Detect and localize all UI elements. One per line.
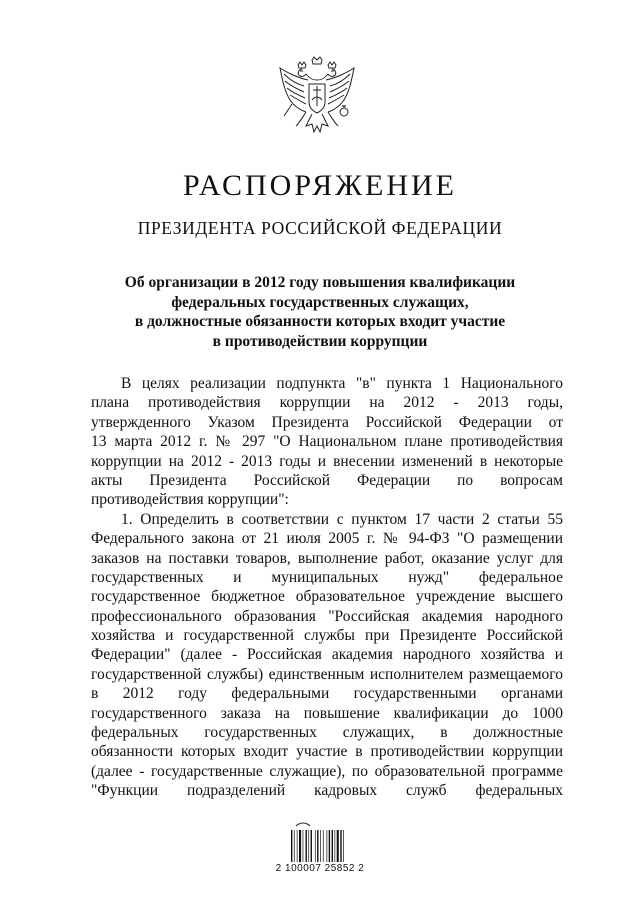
barcode-bar	[306, 830, 307, 862]
body-line: профессионального образования "Российская академия народного	[91, 607, 563, 625]
document-body	[91, 374, 563, 801]
document-issuer-heading: ПРЕЗИДЕНТА РОССИЙСКОЙ ФЕДЕРАЦИИ	[137, 218, 503, 238]
barcode-bar	[323, 830, 324, 862]
barcode-bar	[294, 830, 295, 862]
body-line: государственное бюджетное образовательное учреждение высшего	[91, 588, 563, 606]
barcode-bar	[308, 830, 309, 862]
barcode-number: 2 100007 25852 2	[275, 863, 365, 874]
body-line: заказов на поставки товаров, выполнение работ, оказание услуг для	[91, 549, 563, 567]
document-title	[80, 273, 560, 351]
body-line: 1. Определить в соответствии с пунктом 17 части 2 статьи 55	[121, 510, 563, 528]
document-type-heading: РАСПОРЯЖЕНИЕ	[182, 169, 458, 202]
barcode-bar	[343, 830, 344, 862]
body-line: (далее - государственные служащие), по образовательной программе	[91, 762, 563, 780]
barcode-mark	[296, 823, 310, 826]
body-line: обязанности которых входит участие в противодействии коррупции	[91, 743, 563, 761]
barcode-bar	[297, 830, 298, 862]
body-line: в 2012 году федеральными государственными органами	[91, 685, 563, 703]
barcode-bar	[329, 830, 330, 862]
body-line: государственной службы) единственным исполнителем размещаемого	[91, 665, 563, 683]
title-line: в противодействии коррупции	[212, 332, 428, 350]
barcode-bar	[327, 830, 328, 862]
title-line: в должностные обязанности которых входит участие	[134, 313, 506, 331]
barcode-bar	[317, 830, 318, 862]
body-line: "Функции подразделений кадровых служб федеральных	[91, 782, 563, 800]
body-line: Федерального закона от 21 июля 2005 г. № 94-ФЗ "О размещении	[91, 530, 563, 548]
body-line: федеральных государственных служащих, в должностные	[91, 724, 563, 742]
title-line: Об организации в 2012 году повышения квалификации	[124, 274, 516, 291]
barcode-bar	[337, 830, 339, 862]
body-line: 13 марта 2012 г. № 297 "О Национальном плане противодействия	[91, 433, 563, 451]
body-line: коррупции на 2012 - 2013 годы и внесении изменений в некоторые	[91, 452, 563, 470]
body-line: В целях реализации подпункта "в" пункта 1 Национального	[121, 375, 563, 392]
barcode-bar	[299, 830, 301, 862]
barcode-bar	[315, 830, 316, 862]
title-line: федеральных государственных служащих,	[171, 293, 469, 311]
barcode-bar	[332, 830, 333, 862]
body-line: плана противодействия коррупции на 2012 - 2013 годы,	[91, 394, 563, 412]
barcode-bar	[303, 830, 304, 862]
barcode-bar	[311, 830, 312, 862]
body-line: акты Президента Российской Федерации по вопросам	[91, 471, 563, 489]
barcode-bar	[340, 830, 341, 862]
body-line: утвержденного Указом Президента Российской Федерации от	[91, 413, 563, 431]
barcode-bar	[291, 830, 292, 862]
body-line: хозяйства и государственной службы при Президенте Российской	[91, 627, 563, 645]
body-line: Федерации" (далее - Российская академия народного хозяйства и	[91, 646, 563, 664]
body-line: противодействия коррупции":	[91, 491, 289, 509]
barcode-bar	[335, 830, 336, 862]
barcode-bar	[320, 830, 321, 862]
body-line: государственного заказа на повышение квалификации до 1000	[91, 704, 563, 722]
coat-of-arms-emblem	[276, 56, 358, 142]
body-line: государственных и муниципальных нужд" федеральное	[91, 568, 563, 586]
